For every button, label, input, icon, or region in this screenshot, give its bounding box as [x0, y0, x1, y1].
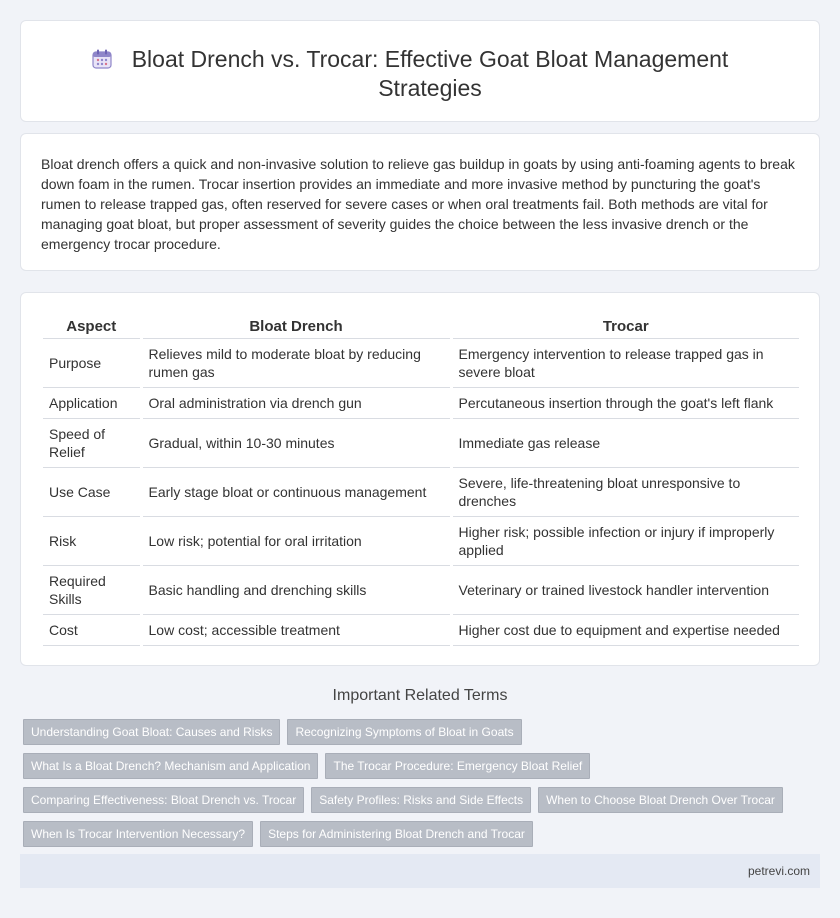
header-bloat-drench: Bloat Drench: [141, 315, 451, 338]
cell-trocar: Percutaneous insertion through the goat's left flank: [451, 387, 799, 418]
comparison-card: [20, 292, 820, 666]
related-tag[interactable]: The Trocar Procedure: Emergency Bloat Relief: [325, 753, 590, 779]
related-tag[interactable]: What Is a Bloat Drench? Mechanism and Application: [23, 753, 318, 779]
cell-aspect: Speed of Relief: [43, 418, 141, 467]
title-card: [20, 20, 820, 122]
footer-site-link[interactable]: petrevi.com: [747, 864, 810, 878]
related-tag[interactable]: When Is Trocar Intervention Necessary?: [23, 821, 253, 847]
cell-bloat-drench: Gradual, within 10-30 minutes: [141, 418, 451, 467]
table-row: [43, 467, 799, 516]
related-tag[interactable]: Recognizing Symptoms of Bloat in Goats: [287, 719, 521, 745]
cell-aspect: Application: [43, 387, 141, 418]
table-row: [43, 614, 799, 645]
cell-bloat-drench: Early stage bloat or continuous management: [141, 467, 451, 516]
cell-bloat-drench: Oral administration via drench gun: [141, 387, 451, 418]
table-row: [43, 565, 799, 614]
cell-aspect: Required Skills: [43, 565, 141, 614]
table-row: [43, 516, 799, 565]
table-row: [43, 418, 799, 467]
intro-card: [20, 133, 820, 271]
related-tag[interactable]: When to Choose Bloat Drench Over Trocar: [538, 787, 783, 813]
cell-bloat-drench: Low cost; accessible treatment: [141, 614, 451, 645]
footer: [20, 854, 820, 888]
related-tag[interactable]: Safety Profiles: Risks and Side Effects: [311, 787, 531, 813]
comparison-table: [43, 315, 799, 646]
related-terms-heading: Important Related Terms: [332, 687, 508, 704]
related-tag[interactable]: Steps for Administering Bloat Drench and Trocar: [260, 821, 533, 847]
header-aspect: Aspect: [43, 315, 141, 338]
cell-aspect: Risk: [43, 516, 141, 565]
table-row: [43, 387, 799, 418]
related-tag[interactable]: Comparing Effectiveness: Bloat Drench vs. Trocar: [23, 787, 304, 813]
cell-trocar: Higher cost due to equipment and expertise needed: [451, 614, 799, 645]
cell-trocar: Emergency intervention to release trapped gas in severe bloat: [451, 338, 799, 387]
page-title: Bloat Drench vs. Trocar: Effective Goat Bloat Management Strategies: [131, 46, 729, 101]
cell-bloat-drench: Low risk; potential for oral irritation: [141, 516, 451, 565]
related-tag[interactable]: Understanding Goat Bloat: Causes and Risks: [23, 719, 280, 745]
cell-trocar: Higher risk; possible infection or injury if improperly applied: [451, 516, 799, 565]
cell-aspect: Cost: [43, 614, 141, 645]
cell-trocar: Immediate gas release: [451, 418, 799, 467]
table-header-row: [43, 315, 799, 338]
table-row: [43, 338, 799, 387]
cell-trocar: Severe, life-threatening bloat unresponsive to drenches: [451, 467, 799, 516]
cell-trocar: Veterinary or trained livestock handler intervention: [451, 565, 799, 614]
header-trocar: Trocar: [451, 315, 799, 338]
intro-paragraph: Bloat drench offers a quick and non-invasive solution to relieve gas buildup in goats by using anti-foaming agents to break down foam in the rumen. Trocar insertion provides an immediate and more invasive method by puncturing the goat's rumen to release trapped gas, often reserved for severe cases or when oral treatments fail. Both methods are vital for managing goat bloat, but proper assessment of severity guides the choice between the less invasive drench or the emergency trocar procedure.: [41, 156, 795, 252]
cell-aspect: Purpose: [43, 338, 141, 387]
cell-bloat-drench: Basic handling and drenching skills: [141, 565, 451, 614]
cell-bloat-drench: Relieves mild to moderate bloat by reducing rumen gas: [141, 338, 451, 387]
cell-aspect: Use Case: [43, 467, 141, 516]
